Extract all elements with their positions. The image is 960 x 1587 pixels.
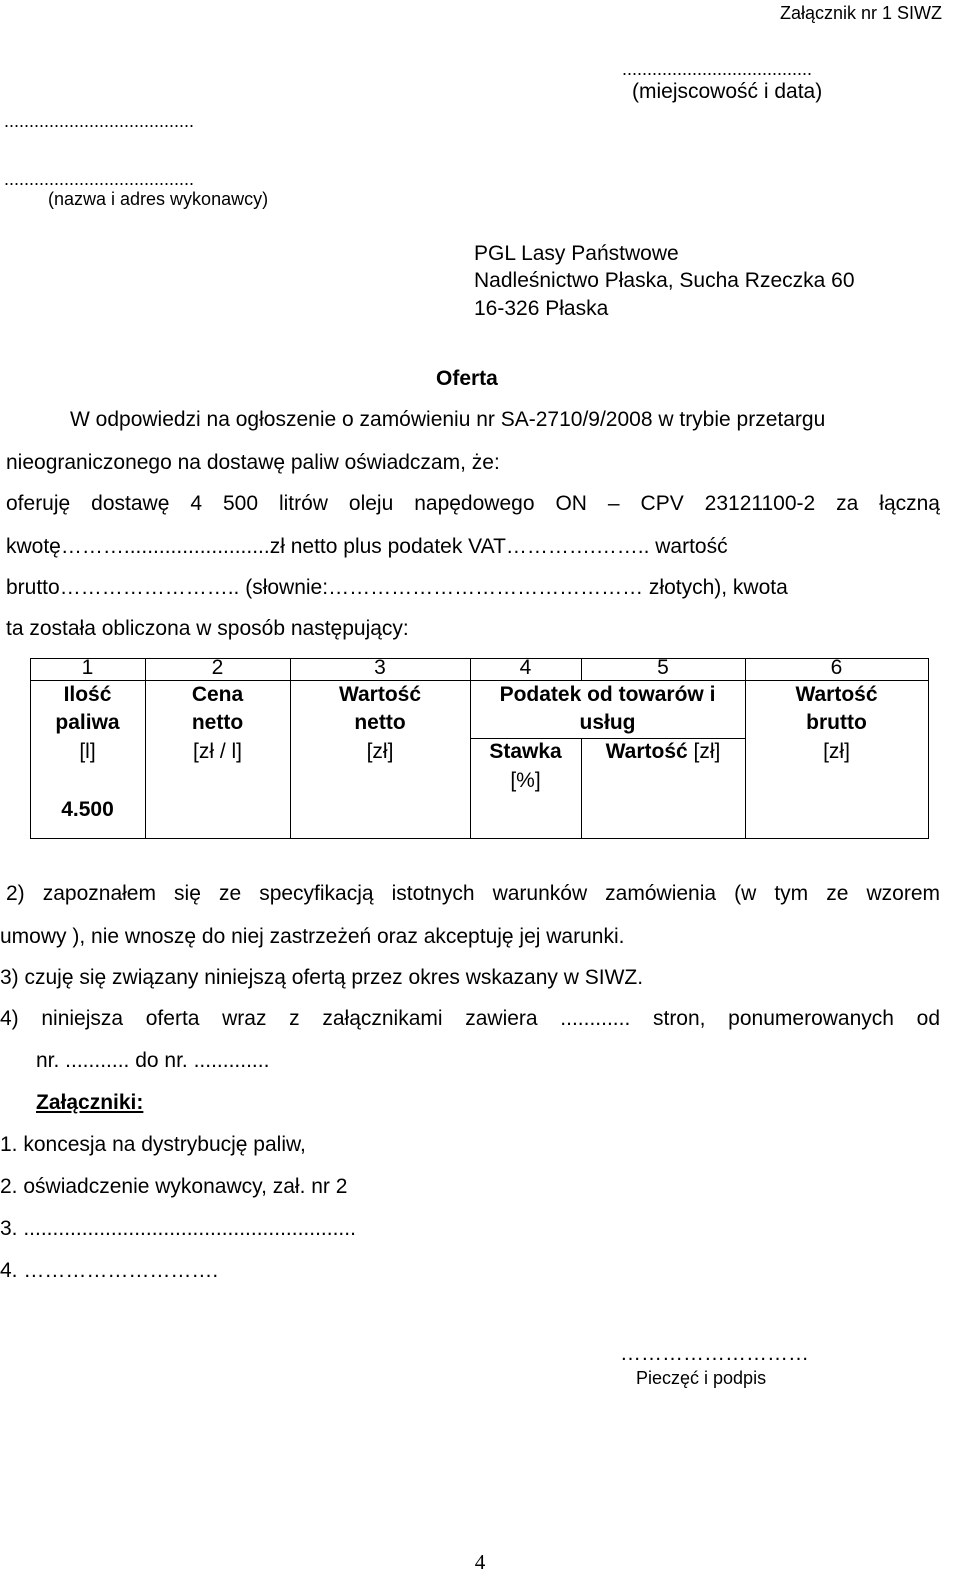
col2-unit: [zł / l] — [192, 740, 242, 763]
attachment-label: Załącznik nr 1 SIWZ — [779, 3, 942, 23]
attachment-item-2: 2. oświadczenie wykonawcy, zał. nr 2 — [0, 1175, 348, 1198]
col5-header: Wartość [zł] — [605, 740, 721, 763]
col-number-5: 5 — [657, 656, 669, 679]
body-line-5: brutto…………………….. (słownie:……………………………………… złotych), kwota — [6, 576, 788, 599]
signature-label: Pieczęć i podpis — [636, 1368, 767, 1388]
tax-header-2: usług — [579, 711, 636, 734]
col3-header-1: Wartość — [338, 683, 422, 706]
body-line-4: kwotę……….........................zł netto plus podatek VAT………….…….. wartość — [6, 535, 728, 558]
contractor-dots-2: ...................................... — [4, 169, 195, 189]
col-number-2: 2 — [211, 656, 224, 679]
body-line-3: oferuję dostawę 4 500 litrów oleju napędowego ON – CPV 23121100-2 za łączną — [6, 492, 940, 515]
body-line-6: ta została obliczona w sposób następujący: — [6, 617, 409, 640]
attachment-item-1: 1. koncesja na dystrybucję paliw, — [0, 1133, 306, 1156]
body-line-2: nieograniczonego na dostawę paliw oświadczam, że: — [6, 451, 500, 474]
point-3: 3) czuję się związany niniejszą ofertą przez okres wskazany w SIWZ. — [0, 966, 644, 989]
point-4-line-2: nr. ........... do nr. ............. — [36, 1049, 270, 1072]
col6-header-2: brutto — [806, 711, 867, 734]
signature-dots: ……………………… — [620, 1342, 809, 1365]
attachment-item-3: 3. ......................................................... — [0, 1217, 356, 1240]
col-number-1: 1 — [81, 656, 94, 679]
attachment-item-4: 4. ………………………. — [0, 1259, 219, 1282]
col2-header-2: netto — [191, 711, 244, 734]
col4-header: Stawka — [489, 740, 562, 763]
page-number: 4 — [474, 1550, 486, 1574]
contractor-label: (nazwa i adres wykonawcy) — [48, 189, 269, 209]
col6-header-1: Wartość — [795, 683, 878, 706]
offer-title: Oferta — [436, 367, 498, 390]
attachments-heading: Załączniki: — [36, 1091, 144, 1114]
col-number-6: 6 — [830, 656, 843, 679]
col1-unit: [l] — [79, 740, 96, 763]
col1-header-2: paliwa — [55, 711, 120, 734]
quantity-value: 4.500 — [61, 798, 114, 821]
place-date-label: (miejscowość i data) — [632, 80, 823, 103]
tax-header-1: Podatek od towarów i — [499, 683, 716, 706]
col4-unit: [%] — [510, 769, 541, 792]
col3-unit: [zł] — [366, 740, 394, 763]
point-2-line-1: 2) zapoznałem się ze specyfikacją istotnych warunków zamówienia (w tym ze wzorem — [6, 882, 940, 905]
col2-header-1: Cena — [191, 683, 244, 706]
place-date-dots: ...................................... — [622, 59, 813, 79]
col-number-4: 4 — [519, 656, 532, 679]
col3-header-2: netto — [354, 711, 406, 734]
col-number-3: 3 — [374, 656, 386, 679]
col1-header-1: Ilość — [63, 683, 112, 706]
col6-unit: [zł] — [823, 740, 850, 763]
contractor-dots-1: ...................................... — [4, 111, 195, 131]
point-2-line-2: umowy ), nie wnoszę do niej zastrzeżeń oraz akceptuję jej warunki. — [0, 925, 625, 948]
body-line-1: W odpowiedzi na ogłoszenie o zamówieniu nr SA-2710/9/2008 w trybie przetargu — [70, 408, 826, 431]
point-4-line-1: 4) niniejsza oferta wraz z załącznikami zawiera ............ stron, ponumerowanych od — [0, 1007, 940, 1030]
recipient-line-2: Nadleśnictwo Płaska, Sucha Rzeczka 60 — [474, 269, 855, 292]
price-table — [30, 658, 929, 839]
recipient-line-1: PGL Lasy Państwowe — [474, 242, 679, 265]
recipient-line-3: 16-326 Płaska — [474, 297, 609, 320]
